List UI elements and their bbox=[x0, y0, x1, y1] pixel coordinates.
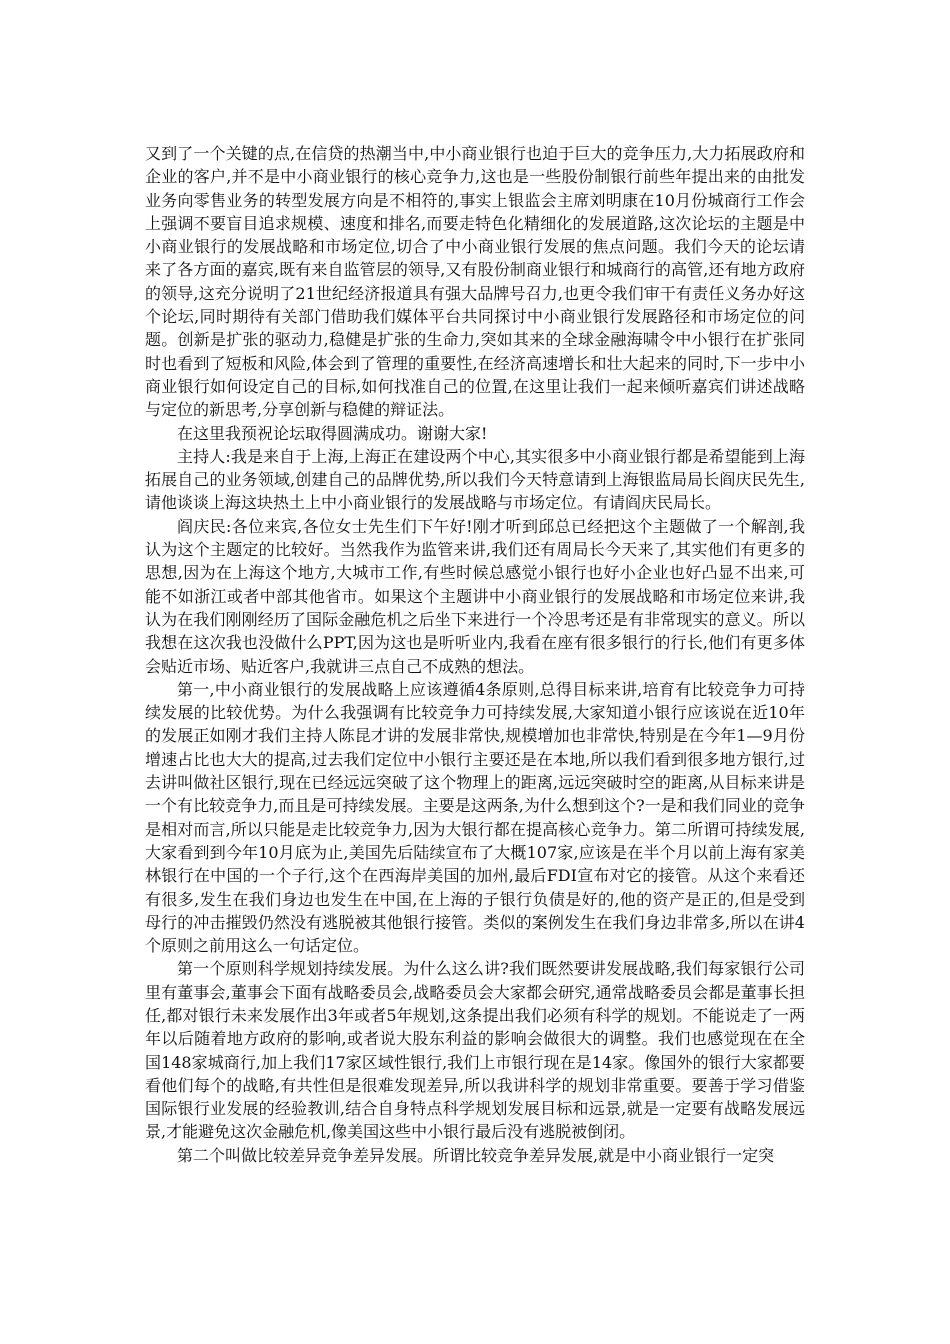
paragraph-host-remarks: 主持人:我是来自于上海,上海正在建设两个中心,其实很多中小商业银行都是希望能到上海拓展自己的业务领域,创建自己的品牌优势,所以我们今天特意请到上海银监局局长阎庆民先生,请他谈谈上海这块热土上中小商业银行的发展战略与市场定位。有请阎庆民局长。 bbox=[145, 446, 805, 513]
document-body bbox=[145, 142, 805, 1167]
paragraph-principle-one: 第一个原则科学规划持续发展。为什么这么讲?我们既然要讲发展战略,我们每家银行公司里有董事会,董事会下面有战略委员会,战略委员会大家都会研究,通常战略委员会都是董事长担任,都对银行未来发展作出3年或者5年规划,这条提出我们必须有科学的规划。不能说走了一两年以后随着地方政府的影响,或者说大股东利益的影响会做很大的调整。我们也感觉现在在全国148家城商行,加上我们17家区域性银行,我们上市银行现在是14家。像国外的银行大家都要看他们每个的战略,有共性但是很难发现差异,所以我讲科学的规划非常重要。要善于学习借鉴国际银行业发展的经验教训,结合自身特点科学规划发展目标和远景,就是一定要有战略发展远景,才能避免这次金融危机,像美国这些中小银行最后没有逃脱被倒闭。 bbox=[145, 959, 805, 1142]
paragraph-intro: 又到了一个关键的点,在信贷的热潮当中,中小商业银行也迫于巨大的竞争压力,大力拓展政府和企业的客户,并不是中小商业银行的核心竞争力,这也是一些股份制银行前些年提出来的由批发业务向零售业务的转型发展方向是不相符的,事实上银监会主席刘明康在10月份城商行工作会上强调不要盲目追求规模、速度和排名,而要走特色化精细化的发展道路,这次论坛的主题是中小商业银行的发展战略和市场定位,切合了中小商业银行发展的焦点问题。我们今天的论坛请来了各方面的嘉宾,既有来自监管层的领导,又有股份制商业银行和城商行的高管,还有地方政府的领导,这充分说明了21世纪经济报道具有强大品牌号召力,也更令我们审干有责任义务办好这个论坛,同时期待有关部门借助我们媒体平台共同探讨中小商业银行发展路径和市场定位的问题。创新是扩张的驱动力,稳健是扩张的生命力,突如其来的全球金融海啸令中小银行在扩张同时也看到了短板和风险,体会到了管理的重要性,在经济高速增长和壮大起来的同时,下一步中小商业银行如何设定自己的目标,如何找准自己的位置,在这里让我们一起来倾听嘉宾们讲述战略与定位的新思考,分享创新与稳健的辩证法。 bbox=[145, 144, 805, 420]
paragraph-first-point: 第一,中小商业银行的发展战略上应该遵循4条原则,总得目标来讲,培育有比较竞争力可持续发展的比较优势。为什么我强调有比较竞争力可持续发展,大家知道小银行应该说在近10年的发展正如刚才我们主持人陈昆才讲的发展非常快,规模增加也非常快,特别是在今年1—9月份增速占比也大大的提高,过去我们定位中小银行主要还是在本地,所以我们看到很多地方银行,过去讲叫做社区银行,现在已经远远突破了这个物理上的距离,远远突破时空的距离,从目标来讲是一个有比较竞争力,而且是可持续发展。主要是这两条,为什么想到这个?一是和我们同业的竞争是相对而言,所以只能是走比较竞争力,因为大银行都在提高核心竞争力。第二所谓可持续发展,大家看到到今年10月底为止,美国先后陆续宣布了大概107家,应该是在半个月以前上海有家美林银行在中国的一个子行,这个在西海岸美国的加州,最后FDI宣布对它的接管。从这个来看还有很多,发生在我们身边也发生在中国,在上海的子银行负债是好的,他的资产是正的,但是受到母行的冲击摧毁仍然没有逃脱被其他银行接管。类似的案例发生在我们身边非常多,所以在讲4个原则之前用这么一句话定位。 bbox=[145, 679, 805, 956]
paragraph-closing-wish: 在这里我预祝论坛取得圆满成功。谢谢大家! bbox=[177, 423, 488, 443]
paragraph-principle-two: 第二个叫做比较差异竞争差异发展。所谓比较竞争差异发展,就是中小商业银行一定突 bbox=[177, 1145, 775, 1165]
paragraph-yan-opening: 阎庆民:各位来宾,各位女士先生们下午好!刚才听到邱总已经把这个主题做了一个解剖,我认为这个主题定的比较好。当然我作为监管来讲,我们还有周局长今天来了,其实他们有更多的思想,因为在上海这个地方,大城市工作,有些时候总感觉小银行也好小企业也好凸显不出来,可能不如浙江或者中部其他省市。如果这个主题讲中小商业银行的发展战略和市场定位来讲,我认为在我们刚刚经历了国际金融危机之后坐下来进行一个冷思考还是有非常现实的意义。所以我想在这次我也没做什么PPT,因为这也是听听业内,我看在座有很多银行的行长,他们有更多体会贴近市场、贴近客户,我就讲三点自己不成熟的想法。 bbox=[145, 516, 805, 676]
